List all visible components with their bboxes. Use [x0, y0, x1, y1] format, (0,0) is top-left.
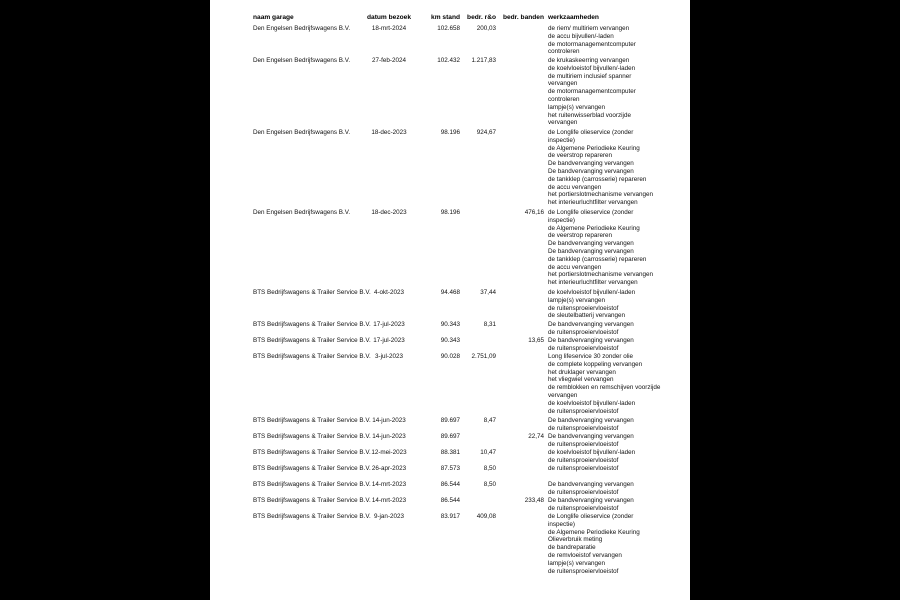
- cell-work: [548, 417, 683, 433]
- document-page: [210, 0, 690, 600]
- work-line: De bandvervanging vervangen: [548, 240, 634, 248]
- work-line: De bandvervanging vervangen: [548, 337, 634, 344]
- work-line: de ruitensproeiervloeistof: [548, 504, 619, 512]
- work-line: de riem/ multiriem vervangen: [548, 25, 630, 32]
- work-line: lampje(s) vervangen: [548, 559, 606, 567]
- work-line: de ruitensproeiervloeistof: [548, 424, 619, 432]
- work-line: de koelvloeistof bijvullen/-laden: [548, 449, 636, 456]
- cell-work: [548, 353, 683, 415]
- cell-ro: 2.751,09: [471, 353, 496, 360]
- cell-ro: 8,50: [483, 465, 496, 472]
- cell-date: 17-jul-2023: [373, 337, 405, 344]
- work-line: de remblokken en remschijven voorzijde: [548, 384, 661, 392]
- cell-km: 88.381: [440, 449, 460, 456]
- work-line: vervangen: [548, 80, 578, 88]
- work-line: Olieverbruik meting: [548, 536, 603, 544]
- cell-work: [548, 337, 683, 353]
- cell-garage: BTS Bedrijfswagens & Trailer Service B.V.: [253, 497, 371, 504]
- work-line: De bandvervanging vervangen: [548, 321, 634, 328]
- work-line: De bandvervanging vervangen: [548, 247, 634, 255]
- work-line: lampje(s) vervangen: [548, 296, 606, 304]
- work-line: het portierslotmechanisme vervangen: [548, 271, 654, 279]
- work-line: lampje(s) vervangen: [548, 103, 606, 111]
- work-line: het interieurluchtfilter vervangen: [548, 199, 638, 207]
- cell-garage: BTS Bedrijfswagens & Trailer Service B.V.: [253, 337, 371, 344]
- cell-work: [548, 129, 683, 207]
- work-line: de ruitensproeiervloeistof: [548, 465, 619, 472]
- cell-date: 14-jun-2023: [372, 417, 406, 424]
- cell-work: [548, 321, 683, 337]
- work-line: de accu vervangen: [548, 183, 602, 191]
- work-line: de ruitensproeiervloeistof: [548, 488, 619, 496]
- work-line: de ruitensproeiervloeistof: [548, 456, 619, 464]
- work-line: controleren: [548, 95, 580, 103]
- cell-ro: 8,31: [483, 321, 496, 328]
- cell-banden: 22,74: [528, 433, 544, 440]
- cell-garage: BTS Bedrijfswagens & Trailer Service B.V.: [253, 417, 371, 424]
- work-line: controleren: [548, 48, 580, 56]
- cell-km: 94.468: [440, 289, 460, 296]
- cell-km: 86.544: [440, 497, 460, 504]
- cell-date: 18-dec-2023: [371, 209, 407, 216]
- work-line: inspectie): [548, 520, 575, 528]
- cell-work: [548, 289, 683, 320]
- cell-work: [548, 497, 683, 513]
- work-line: De bandvervanging vervangen: [548, 417, 634, 424]
- header-date: datum bezoek: [367, 14, 411, 21]
- cell-ro: 8,50: [483, 481, 496, 488]
- cell-garage: BTS Bedrijfswagens & Trailer Service B.V.: [253, 481, 371, 488]
- cell-km: 89.697: [440, 433, 460, 440]
- cell-km: 98.196: [440, 209, 460, 216]
- work-line: de krukaskeerring vervangen: [548, 57, 630, 64]
- work-line: het portierslotmechanisme vervangen: [548, 191, 654, 199]
- work-line: de bandreparatie: [548, 544, 596, 552]
- work-line: de veerstrop repareren: [548, 152, 613, 160]
- cell-km: 86.544: [440, 481, 460, 488]
- work-line: de Longlife olieservice (zonder: [548, 513, 634, 520]
- cell-work: [548, 25, 683, 56]
- work-line: vervangen: [548, 391, 578, 399]
- cell-garage: Den Engelsen Bedrijfswagens B.V.: [253, 57, 351, 64]
- cell-date: 14-mrt-2023: [371, 497, 407, 504]
- work-line: de ruitensproeiervloeistof: [548, 567, 619, 575]
- cell-date: 14-jun-2023: [372, 433, 406, 440]
- cell-ro: 924,67: [476, 129, 496, 136]
- work-line: de Algemene Periodieke Keuring: [548, 528, 640, 536]
- cell-ro: 409,08: [476, 513, 496, 520]
- work-line: de Longlife olieservice (zonder: [548, 129, 634, 136]
- work-line: de veerstrop repareren: [548, 232, 613, 240]
- work-line: De bandvervanging vervangen: [548, 160, 634, 168]
- cell-date: 14-mrt-2023: [371, 481, 407, 488]
- cell-date: 3-jul-2023: [374, 353, 403, 360]
- work-line: het interieurluchtfilter vervangen: [548, 279, 638, 287]
- work-line: het ruitenwisserblad voorzijde: [548, 111, 631, 119]
- cell-km: 102.658: [437, 25, 460, 32]
- work-line: De bandvervanging vervangen: [548, 481, 634, 488]
- work-line: de sleutelbatterij vervangen: [548, 312, 626, 320]
- work-line: de koelvloeistof bijvullen/-laden: [548, 399, 636, 407]
- cell-garage: BTS Bedrijfswagens & Trailer Service B.V.: [253, 321, 371, 328]
- cell-km: 98.196: [440, 129, 460, 136]
- cell-work: [548, 57, 683, 127]
- cell-ro: 10,47: [480, 449, 496, 456]
- work-line: de koelvloeistof bijvullen/-laden: [548, 64, 636, 72]
- work-line: de remvloeistof vervangen: [548, 551, 622, 559]
- work-line: het druklager vervangen: [548, 368, 616, 376]
- header-work: werkzaamheden: [548, 14, 599, 21]
- cell-work: [548, 209, 683, 287]
- cell-km: 102.432: [437, 57, 460, 64]
- cell-km: 87.573: [440, 465, 460, 472]
- cell-banden: 476,16: [524, 209, 544, 216]
- work-line: Long lifeservice 30 zonder olie: [548, 353, 634, 360]
- cell-date: 26-apr-2023: [371, 465, 407, 472]
- cell-km: 90.343: [440, 337, 460, 344]
- work-line: de accu bijvullen/-laden: [548, 32, 614, 40]
- cell-date: 18-mrt-2024: [371, 25, 407, 32]
- cell-garage: BTS Bedrijfswagens & Trailer Service B.V.: [253, 513, 371, 520]
- cell-date: 9-jan-2023: [373, 513, 405, 520]
- cell-garage: Den Engelsen Bedrijfswagens B.V.: [253, 209, 351, 216]
- work-line: het vliegwiel vervangen: [548, 376, 614, 384]
- work-line: de ruitensproeiervloeistof: [548, 304, 619, 312]
- work-line: De bandvervanging vervangen: [548, 433, 634, 440]
- cell-date: 27-feb-2024: [372, 57, 406, 64]
- work-line: de Algemene Periodieke Keuring: [548, 144, 640, 152]
- cell-ro: 8,47: [483, 417, 496, 424]
- work-line: de tankklep (carrosserie) repareren: [548, 255, 647, 263]
- cell-garage: Den Engelsen Bedrijfswagens B.V.: [253, 129, 351, 136]
- cell-banden: 233,48: [524, 497, 544, 504]
- cell-work: [548, 513, 683, 575]
- cell-work: [548, 481, 683, 497]
- cell-date: 12-mei-2023: [371, 449, 407, 456]
- work-line: de complete koppeling vervangen: [548, 360, 643, 368]
- header-km: km stand: [431, 14, 460, 21]
- work-line: de ruitensproeiervloeistof: [548, 407, 619, 415]
- cell-banden: 13,65: [528, 337, 544, 344]
- work-line: De bandvervanging vervangen: [548, 497, 634, 504]
- work-line: de tankklep (carrosserie) repareren: [548, 175, 647, 183]
- cell-work: [548, 449, 683, 465]
- cell-date: 4-okt-2023: [373, 289, 405, 296]
- cell-ro: 37,44: [480, 289, 496, 296]
- cell-km: 83.917: [440, 513, 460, 520]
- cell-km: 90.028: [440, 353, 460, 360]
- work-line: de motormanagementcomputer: [548, 40, 636, 48]
- work-line: de Algemene Periodieke Keuring: [548, 224, 640, 232]
- work-line: de multiriem inclusief spanner: [548, 72, 632, 80]
- cell-work: [548, 433, 683, 449]
- cell-km: 89.697: [440, 417, 460, 424]
- work-line: De bandvervanging vervangen: [548, 167, 634, 175]
- work-line: de accu vervangen: [548, 263, 602, 271]
- cell-ro: 1.217,83: [471, 57, 496, 64]
- cell-date: 18-dec-2023: [371, 129, 407, 136]
- work-line: de Longlife olieservice (zonder: [548, 209, 634, 216]
- cell-ro: 200,03: [476, 25, 496, 32]
- cell-garage: BTS Bedrijfswagens & Trailer Service B.V.: [253, 449, 371, 456]
- work-line: inspectie): [548, 216, 575, 224]
- work-line: vervangen: [548, 119, 578, 127]
- work-line: de ruitensproeiervloeistof: [548, 328, 619, 336]
- cell-garage: Den Engelsen Bedrijfswagens B.V.: [253, 25, 351, 32]
- work-line: de ruitensproeiervloeistof: [548, 344, 619, 352]
- cell-garage: BTS Bedrijfswagens & Trailer Service B.V.: [253, 433, 371, 440]
- cell-garage: BTS Bedrijfswagens & Trailer Service B.V.: [253, 353, 371, 360]
- header-garage: naam garage: [253, 14, 294, 21]
- cell-date: 17-jul-2023: [373, 321, 405, 328]
- cell-garage: BTS Bedrijfswagens & Trailer Service B.V.: [253, 289, 371, 296]
- cell-work: [548, 465, 683, 473]
- header-banden: bedr. banden: [502, 14, 544, 21]
- cell-garage: BTS Bedrijfswagens & Trailer Service B.V.: [253, 465, 371, 472]
- header-ro: bedr. r&o: [467, 14, 496, 21]
- work-line: de ruitensproeiervloeistof: [548, 440, 619, 448]
- work-line: inspectie): [548, 136, 575, 144]
- work-line: de motormanagementcomputer: [548, 88, 636, 96]
- cell-km: 90.343: [440, 321, 460, 328]
- work-line: de koelvloeistof bijvullen/-laden: [548, 289, 636, 296]
